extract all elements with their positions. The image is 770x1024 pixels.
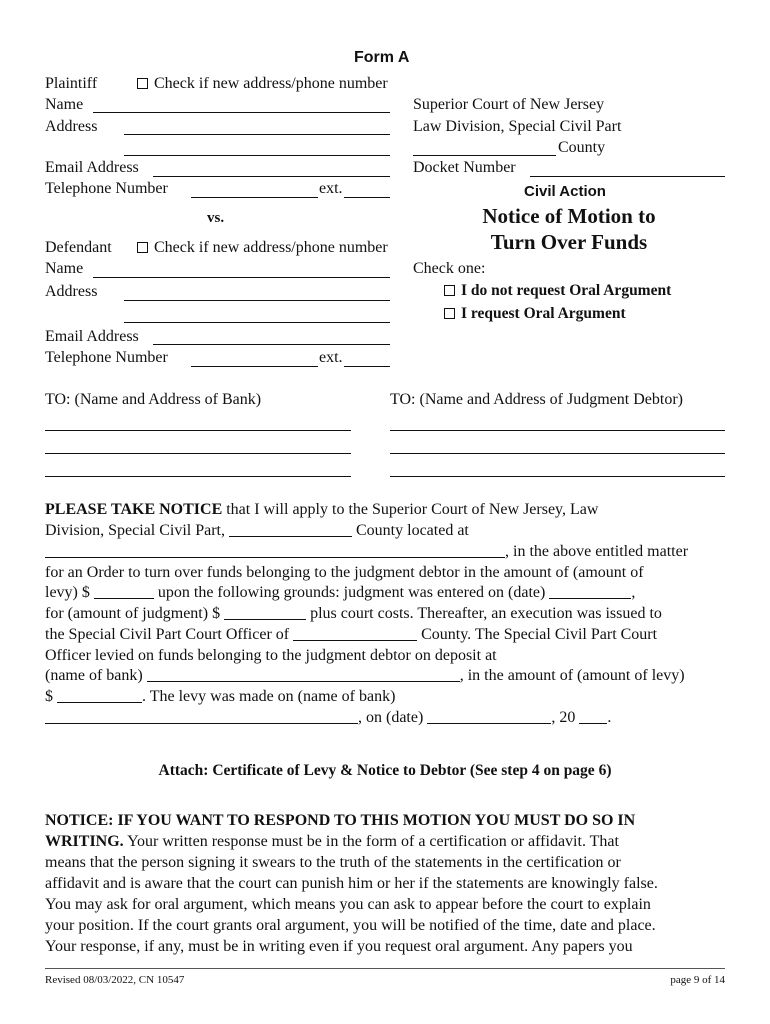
plaintiff-name-label: Name [45,96,84,113]
levy-date-field[interactable] [427,709,551,724]
plaintiff-address-field-2[interactable] [124,155,390,156]
notice-text: (name of bank) [45,667,147,684]
debtor-address-field-3[interactable] [390,476,725,477]
debtor-address-field-1[interactable] [390,430,725,431]
no-oral-argument-label: I do not request Oral Argument [461,282,672,299]
defendant-ext-label: ext. [319,349,343,366]
notice-line-6 [45,604,662,625]
notice-text: levy) $ [45,584,94,601]
notice-text: upon the following grounds: judgment was entered on (date) [153,584,550,601]
warning-bold: WRITING. [45,833,124,850]
plaintiff-email-label: Email Address [45,159,139,176]
bank-address-field-3[interactable] [45,476,351,477]
notice-text: plus court costs. Thereafter, an execution was issued to [306,605,662,622]
notice-line-1 [45,500,598,521]
notice-text: that I will apply to the Superior Court of New Jersey, Law [222,501,599,518]
warning-text: Your written response must be in the form of a certification or affidavit. That [123,833,619,850]
checkbox-icon [137,242,148,253]
check-one-label: Check one: [413,260,486,277]
motion-title-line1: Notice of Motion to [482,204,656,228]
oral-argument-label: I request Oral Argument [461,305,626,322]
notice-text: for (amount of judgment) $ [45,605,225,622]
bank-address-field-1[interactable] [45,430,351,431]
county-field[interactable] [413,155,556,156]
plaintiff-ext-label: ext. [319,180,343,197]
notice-text: , [631,584,636,601]
footer-page-number: page 9 of 14 [670,974,725,986]
county-label: County [558,139,606,156]
warning-line-7: Your response, if any, must be in writing even if you request oral argument. Any papers you [45,938,633,955]
to-debtor-label: TO: (Name and Address of Judgment Debtor) [390,391,683,408]
motion-title-line2: Turn Over Funds [490,230,648,254]
levy-year-field[interactable] [579,709,607,724]
docket-number-field[interactable] [530,176,725,177]
notice-line-10 [45,687,395,708]
warning-line-6: your position. If the court grants oral argument, you will be notified of the time, date and place. [45,917,656,934]
plaintiff-heading: Plaintiff [45,75,98,92]
notice-text: Division, Special Civil Part, [45,522,229,539]
notice-text: , 20 [551,709,580,726]
plaintiff-new-address-checkbox[interactable] [137,74,388,94]
warning-line-2 [45,832,619,853]
form-label: Form A [354,49,410,66]
judgment-date-field[interactable] [549,584,631,599]
plaintiff-telephone-field[interactable] [191,197,390,198]
docket-label: Docket Number [413,159,516,176]
notice-line-9 [45,666,685,687]
warning-line-5: You may ask for oral argument, which means you can ask to appear before the court to explain [45,896,651,913]
warning-line-3: means that the person signing it swears to the truth of the statements in the certification or [45,854,621,871]
notice-text: County. The Special Civil Part Court [417,626,658,643]
notice-text: , in the above entitled matter [505,543,689,560]
bank-address-field-2[interactable] [45,453,351,454]
checkbox-icon [444,285,455,296]
defendant-address-field-1[interactable] [124,300,390,301]
court-officer-county-field[interactable] [293,626,417,641]
vs-label: vs. [207,210,225,226]
no-oral-argument-option[interactable] [444,281,671,301]
defendant-email-label: Email Address [45,328,139,345]
defendant-heading: Defendant [45,239,112,256]
bank-name-field[interactable] [147,667,460,682]
attach-instruction: Attach: Certificate of Levy & Notice to Debtor (See step 4 on page 6) [158,762,612,779]
defendant-telephone-label: Telephone Number [45,349,168,366]
civil-action-label: Civil Action [524,183,606,200]
notice-lead: PLEASE TAKE NOTICE [45,501,223,518]
plaintiff-email-field[interactable] [153,176,390,177]
plaintiff-checkbox-label: Check if new address/phone number [154,75,388,92]
court-location-field[interactable] [45,543,505,558]
court-division: Law Division, Special Civil Part [413,118,622,135]
defendant-address-field-2[interactable] [124,322,390,323]
defendant-checkbox-label: Check if new address/phone number [154,239,388,256]
notice-line-3 [45,542,688,563]
warning-line-4: affidavit and is aware that the court can punish him or her if the statements are knowingly false. [45,875,658,892]
notice-line-4: for an Order to turn over funds belonging to the judgment debtor in the amount of (amount of [45,564,644,581]
warning-line-1: NOTICE: IF YOU WANT TO RESPOND TO THIS MOTION YOU MUST DO SO IN [45,812,636,829]
defendant-name-label: Name [45,260,84,277]
notice-text: $ [45,688,57,705]
to-bank-label: TO: (Name and Address of Bank) [45,391,262,408]
defendant-new-address-checkbox[interactable] [137,238,388,258]
notice-line-5 [45,583,635,604]
notice-text: . The levy was made on (name of bank) [142,688,396,705]
levy-bank-name-field[interactable] [45,709,358,724]
footer-revised: Revised 08/03/2022, CN 10547 [45,974,185,986]
defendant-telephone-field[interactable] [191,366,390,367]
debtor-address-field-2[interactable] [390,453,725,454]
levy-amount-field[interactable] [94,584,154,599]
notice-line-2 [45,521,469,542]
notice-text: the Special Civil Part Court Officer of [45,626,294,643]
notice-county-field[interactable] [229,522,352,537]
plaintiff-telephone-label: Telephone Number [45,180,168,197]
notice-text: , in the amount of (amount of levy) [459,667,685,684]
plaintiff-address-field-1[interactable] [124,134,390,135]
plaintiff-address-label: Address [45,118,98,135]
defendant-email-field[interactable] [153,344,390,345]
footer-divider [45,968,725,969]
checkbox-icon [444,308,455,319]
notice-line-11 [45,708,611,729]
defendant-address-label: Address [45,283,98,300]
notice-text: , on (date) [358,709,428,726]
notice-line-7 [45,625,657,646]
court-name: Superior Court of New Jersey [413,96,605,113]
oral-argument-option[interactable] [444,304,626,324]
judgment-amount-field[interactable] [224,605,306,620]
levy-amount-field-2[interactable] [57,688,142,703]
plaintiff-name-field[interactable] [93,112,390,113]
notice-line-8: Officer levied on funds belonging to the judgment debtor on deposit at [45,647,497,664]
notice-text: County located at [352,522,469,539]
notice-text: . [607,709,612,726]
checkbox-icon [137,78,148,89]
defendant-name-field[interactable] [93,277,390,278]
